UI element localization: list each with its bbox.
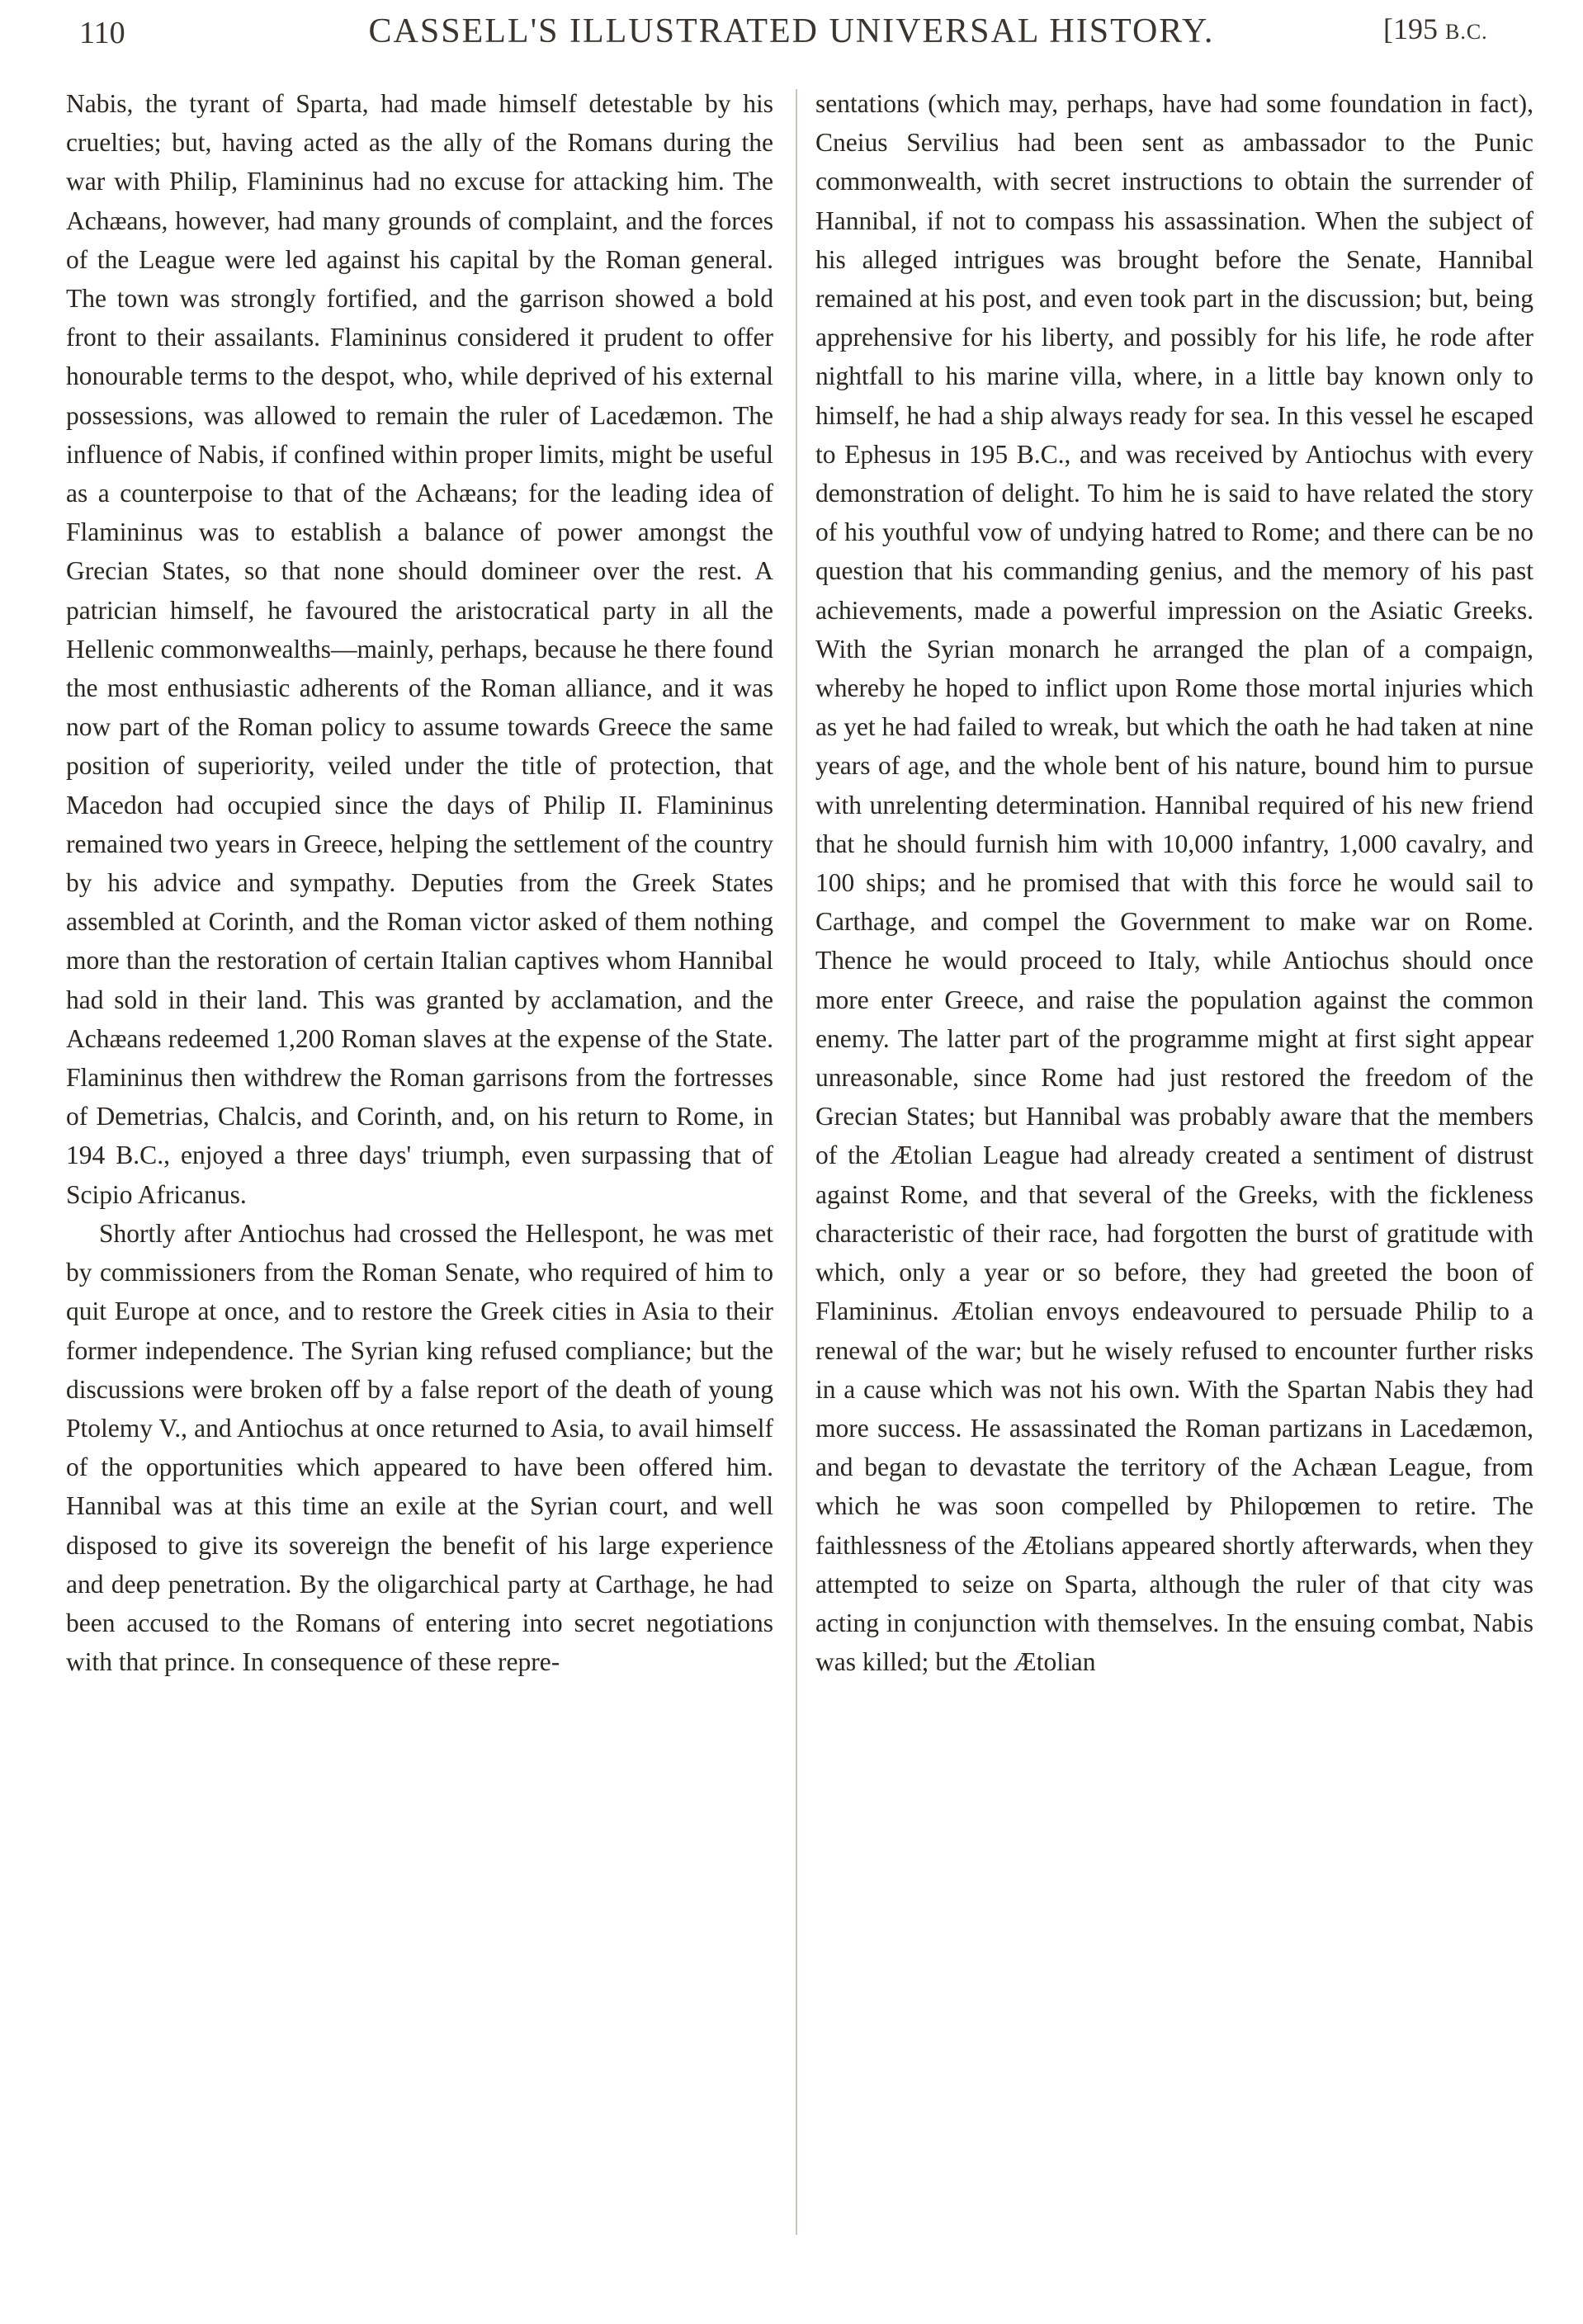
column-divider [796, 89, 797, 2235]
running-header [0, 7, 1583, 59]
running-title: CASSELL'S ILLUSTRATED UNIVERSAL HISTORY. [368, 12, 1215, 50]
paragraph: Nabis, the tyrant of Sparta, had made himself detestable by his cruelties; but, having acted as the ally of the Romans during the war with Philip, Flamininus had no excuse for attacking him. The Achæans, however, had many grounds of complaint, and the forces of the League were led against his capital by the Roman general. The town was strongly fortified, and the garrison showed a bold front to their assailants. Flamininus considered it prudent to offer honourable terms to the despot, who, while deprived of his external possessions, was allowed to remain the ruler of Lacedæmon. The influence of Nabis, if confined within proper limits, might be useful as a counterpoise to that of the Achæans; for the leading idea of Flamininus was to establish a balance of power amongst the Grecian States, so that none should domineer over the rest. A patrician himself, he favoured the aristocratical party in all the Hellenic commonwealths—mainly, perhaps, because he there found the most enthusiastic adherents of the Roman alliance, and it was now part of the Roman policy to assume towards Greece the same position of superiority, veiled under the title of protection, that Macedon had occupied since the days of Philip II. Flamininus remained two years in Greece, helping the settlement of the country by his advice and sympathy. Deputies from the Greek States assembled at Corinth, and the Roman victor asked of them nothing more than the restoration of certain Italian captives whom Hannibal had sold in their land. This was granted by acclamation, and the Achæans redeemed 1,200 Roman slaves at the expense of the State. Flamininus then withdrew the Roman garrisons from the fortresses of Demetrias, Chalcis, and Corinth, and, on his return to Rome, in 194 B.C., enjoyed a three days' triumph, even surpassing that of Scipio Africanus. [66, 89, 773, 1209]
page-number: 110 [79, 16, 125, 50]
paragraph: Shortly after Antiochus had crossed the Hellespont, he was met by commissioners from the Roman Senate, who required of him to quit Europe at once, and to restore the Greek cities in Asia to their former independence. The Syrian king refused compliance; but the discussions were broken off by a false report of the death of young Ptolemy V., and Antiochus at once returned to Asia, to avail himself of the opportunities which appeared to have been offered him. Hannibal was at this time an exile at the Syrian court, and well disposed to give its sovereign the benefit of his large experience and deep penetration. By the oligarchical party at Carthage, he had been accused to the Romans of entering into secret negotiations with that prince. In consequence of these repre- [66, 1218, 773, 1677]
date-marker [1383, 12, 1488, 46]
date-era: B.C. [1445, 20, 1488, 44]
right-column [815, 84, 1533, 2263]
left-column [66, 84, 773, 2263]
paragraph: sentations (which may, perhaps, have had some foundation in fact), Cneius Servilius had been sent as ambassador to the Punic commonwealth, with secret instructions to obtain the surrender of Hannibal, if not to compass his assassination. When the subject of his alleged intrigues was brought before the Senate, Hannibal remained at his post, and even took part in the discussion; but, being apprehensive for his liberty, and possibly for his life, he rode after nightfall to his marine villa, where, in a little bay known only to himself, he had a ship always ready for sea. In this vessel he escaped to Ephesus in 195 B.C., and was received by Antiochus with every demonstration of delight. To him he is said to have related the story of his youthful vow of undying hatred to Rome; and there can be no question that his commanding genius, and the memory of his past achievements, made a powerful impression on the Asiatic Greeks. With the Syrian monarch he arranged the plan of a compaign, whereby he hoped to inflict upon Rome those mortal injuries which as yet he had failed to wreak, but which the oath he had taken at nine years of age, and the whole bent of his nature, bound him to pursue with unrelenting determination. Hannibal required of his new friend that he should furnish him with 10,000 infantry, 1,000 cavalry, and 100 ships; and he promised that with this force he would sail to Carthage, and compel the Government to make war on Rome. Thence he would proceed to Italy, while Antiochus should once more enter Greece, and raise the population against the common enemy. The latter part of the programme might at first sight appear unreasonable, since Rome had just restored the freedom of the Grecian States; but Hannibal was probably aware that the members of the Ætolian League had already created a sentiment of distrust against Rome, and that several of the Greeks, with the fickleness characteristic of their race, had forgotten the burst of gratitude with which, only a year or so before, they had greeted the boon of Flamininus. Ætolian envoys endeavoured to persuade Philip to a renewal of the war; but he wisely refused to encounter further risks in a cause which was not his own. With the Spartan Nabis they had more success. He assassinated the Roman partizans in Lacedæmon, and began to devastate the territory of the Achæan League, from which he was soon compelled by Philopœmen to retire. The faithlessness of the Ætolians appeared shortly afterwards, when they attempted to seize on Sparta, although the ruler of that city was acting in conjunction with themselves. In the ensuing combat, Nabis was killed; but the Ætolian [815, 89, 1533, 1677]
date-bracket: [195 [1383, 12, 1438, 45]
